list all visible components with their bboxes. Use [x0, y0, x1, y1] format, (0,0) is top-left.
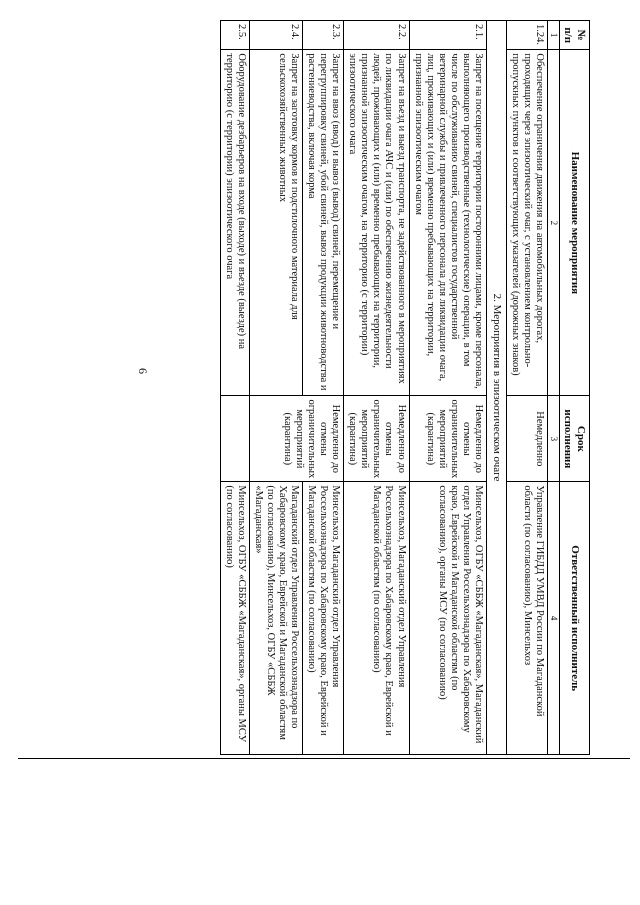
header-row — [559, 21, 589, 755]
row-num: 2.3. — [303, 21, 344, 50]
page-number: 6 — [136, 368, 150, 374]
row-name: Запрет на заготовку кормов и подстилочного материала для сельскохозяйственных животных — [249, 50, 302, 396]
table-row — [344, 21, 409, 755]
row-deadline — [220, 396, 249, 482]
row-name: Запрет на ввоз (ввод) и вывоз (вывод) свиней, перемещение и перегруппировку свиней, убой свиней, вывоз продукции животноводства и растениеводства, включая корма — [303, 50, 344, 396]
row-responsible: Минсельхоз, ОГБУ «СББЖ «Магаданская», органы МСУ (по согласованию) — [220, 482, 249, 755]
row-responsible: Минсельхоз, Магаданский отдел Управления Россельхознадзора по Хабаровскому краю, Еврейской и Магаданской областям (по согласованию) — [303, 482, 344, 755]
table-row — [409, 21, 486, 755]
row-num: 1.24. — [506, 21, 547, 50]
column-number: 2 — [547, 50, 559, 396]
row-responsible: Магаданский отдел Управления Россельхознадзора по Хабаровскому краю, Еврейской и Магаданской областям (по согласованию), Минсельхоз, ОГБУ «СББЖ «Магаданская» — [249, 482, 302, 755]
table-row — [506, 21, 547, 755]
header-num: № п/п — [559, 21, 589, 50]
page-divider-line — [18, 758, 630, 759]
table-row — [303, 21, 344, 755]
header-responsible: Ответственный исполнитель — [559, 482, 589, 755]
rotated-table-container — [90, 20, 590, 755]
table-row — [249, 21, 302, 755]
row-name: Запрет на посещение территории посторонними лицами, кроме персонала, выполняющего производственные (технологические) операции, в том числе по обслуживанию свиней, специалистов государственной ветеринарной службы и привлеченного персонала для ликвидации очага, лиц, проживающих и (или) временно пребывающих на территории, признанной эпизоотическим очагом — [409, 50, 486, 396]
row-num: 2.1. — [409, 21, 486, 50]
header-name: Наименование мероприятия — [559, 50, 589, 396]
row-name: Оборудование дезбарьеров на входе (выходе) и въезде (выезде) на территорию (с территории) эпизоотического очага — [220, 50, 249, 396]
column-number: 1 — [547, 21, 559, 50]
row-deadline: Немедленно — [506, 396, 547, 482]
table-row — [220, 21, 249, 755]
header-deadline: Срок исполнения — [559, 396, 589, 482]
row-deadline: Немедленно до отмены ограничительных мероприятий (карантина) — [249, 396, 343, 482]
row-num: 2.5. — [220, 21, 249, 50]
section-title: 2. Мероприятия в эпизоотическом очаге — [486, 21, 506, 755]
column-number: 3 — [547, 396, 559, 482]
measures-table — [220, 20, 590, 755]
column-number-row — [547, 21, 559, 755]
row-num: 2.4. — [249, 21, 302, 50]
row-num: 2.2. — [344, 21, 409, 50]
row-name: Запрет на въезд и выезд транспорта, не задействованного в мероприятиях по ликвидации очага АЧС и (или) по обеспечению жизнедеятельности людей, проживающих и (или) временно пребывающих на территории, признанной эпизоотическим очагом, на территорию (с территории) эпизоотического очага — [344, 50, 409, 396]
column-number: 4 — [547, 482, 559, 755]
row-deadline: Немедленно до отмены ограничительных мероприятий (карантина) — [344, 396, 409, 482]
row-name: Обеспечение ограничения движения на автомобильных дорогах, проходящих через эпизоотический очаг, с установлением контрольно-пропускных пунктов и соответствующих указателей (дорожных знаков) — [506, 50, 547, 396]
row-responsible: Минсельхоз, ОГБУ «СББЖ «Магаданская», Магаданский отдел Управления Россельхознадзора по Хабаровскому краю, Еврейской и Магаданской областям (по согласованию), органы МСУ (по согласованию) — [409, 482, 486, 755]
row-responsible: Минсельхоз, Магаданский отдел Управления Россельхознадзора по Хабаровскому краю, Еврейской и Магаданской областям (по согласованию) — [344, 482, 409, 755]
row-responsible: Управление ГИБДД УМВД России по Магаданской области (по согласованию), Минсельхоз — [506, 482, 547, 755]
row-deadline: Немедленно до отмены ограничительных мероприятий (карантина) — [409, 396, 486, 482]
section-row — [486, 21, 506, 755]
